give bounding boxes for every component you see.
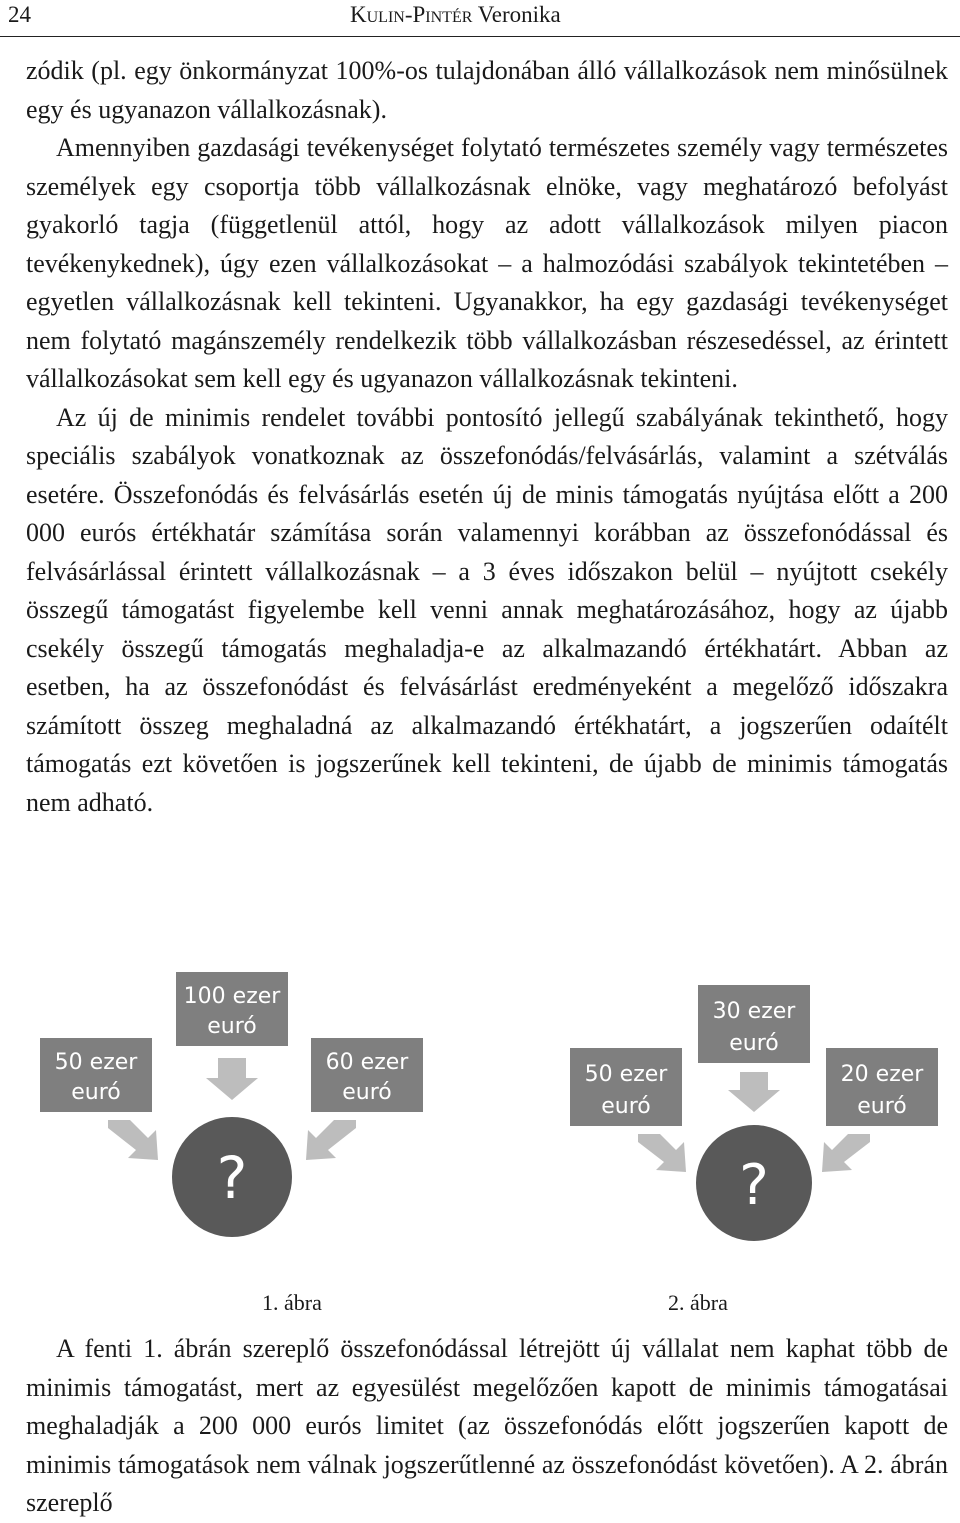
left-amount-line2: euró	[71, 1080, 121, 1105]
question-mark-icon: ?	[216, 1144, 248, 1212]
left-amount-line1: 50 ezer	[54, 1050, 138, 1075]
paragraph-3: Az új de minimis rendelet további pontosító jellegű szabályának tekinthető, hogy speciális szabályok vonatkoznak az összefonódás/felvásárlás, valamint a szétválás esetére. Összefonódás és felvásárlás esetén új de minis támogatás nyújtása előtt a 200 000 eurós értékhatár számítása során valamennyi korábban az összefonódással és felvásárlással érintett vállalkozásnak – a 3 éves időszakon belül – nyújtott csekély összegű támogatást figyelembe kell venni annak meghatározásához, hogy az újabb csekély összegű támogatás meghaladja-e az alkalmazandó értékhatárt. Abban az esetben, ha az összefonódást és felvásárlást eredményeként a megelőző időszakra számított összeg meghaladná az alkalmazandó értékhatárt, a jogszerűen odaítélt támogatás ezt követően is jogszerűnek kell tekinteni, de újabb de minimis támogatás nem adható.	[26, 402, 948, 817]
figure-2	[560, 960, 950, 1270]
top-arrow-icon	[206, 1058, 258, 1100]
top-amount-line1: 100 ezer	[183, 984, 281, 1009]
left-amount-line2: euró	[601, 1094, 651, 1119]
left-arrow-icon	[108, 1120, 158, 1160]
page-number: 24	[8, 2, 31, 27]
page-header	[0, 0, 960, 37]
top-amount-line1: 30 ezer	[712, 999, 796, 1024]
figure-1	[30, 960, 450, 1270]
top-amount-line2: euró	[729, 1031, 779, 1056]
closing-text	[26, 1330, 948, 1523]
running-head: Kulin-Pintér Veronika	[350, 2, 561, 27]
top-arrow-icon	[728, 1072, 780, 1112]
paragraph-4: A fenti 1. ábrán szereplő összefonódással létrejött új vállalat nem kaphat több de minimis támogatást, mert az egyesülést megelőzően kapott de minimis támogatásai meghaladják a 200 000 eurós limitet (az összefonódás előtt jogszerűen kapott de minimis támogatások nem válnak jogszerűtlenné az összefonódást követően). A 2. ábrán szereplő	[26, 1334, 948, 1517]
figure-2-diagram	[560, 960, 950, 1270]
paragraph-1: zódik (pl. egy önkormányzat 100%-os tulajdonában álló vállalkozások nem minősülnek egy és ugyanazon vállalkozásnak).	[26, 56, 948, 124]
paragraph-2: Amennyiben gazdasági tevékenységet folytató természetes személy vagy természetes személyek egy csoportja több vállalkozásnak elnöke, vagy meghatározó befolyást gyakorló tagja (függetlenül attól, hogy az adott vállalkozások milyen piacon tevékenykednek), úgy ezen vállalkozásokat – a halmozódási szabályok tekintetében – egyetlen vállalkozásnak kell tekinteni. Ugyanakkor, ha egy gazdasági tevékenységet nem folytató magánszemély rendelkezik több vállalkozásban részesedéssel, az érintett vállalkozásokat sem kell egy és ugyanazon vállalkozásnak tekinteni.	[26, 133, 948, 393]
right-arrow-icon	[822, 1134, 870, 1172]
question-mark-icon: ?	[739, 1153, 769, 1218]
right-amount-line1: 20 ezer	[840, 1062, 924, 1087]
left-amount-line1: 50 ezer	[584, 1062, 668, 1087]
left-arrow-icon	[638, 1134, 686, 1172]
right-amount-line2: euró	[857, 1094, 907, 1119]
figure-1-diagram	[30, 960, 450, 1270]
right-amount-line2: euró	[342, 1080, 392, 1105]
body-text	[26, 52, 948, 822]
right-amount-line1: 60 ezer	[325, 1050, 409, 1075]
right-arrow-icon	[306, 1120, 356, 1160]
figure-2-caption: 2. ábra	[668, 1290, 728, 1315]
top-amount-line2: euró	[207, 1014, 257, 1039]
figure-1-caption: 1. ábra	[262, 1290, 322, 1315]
